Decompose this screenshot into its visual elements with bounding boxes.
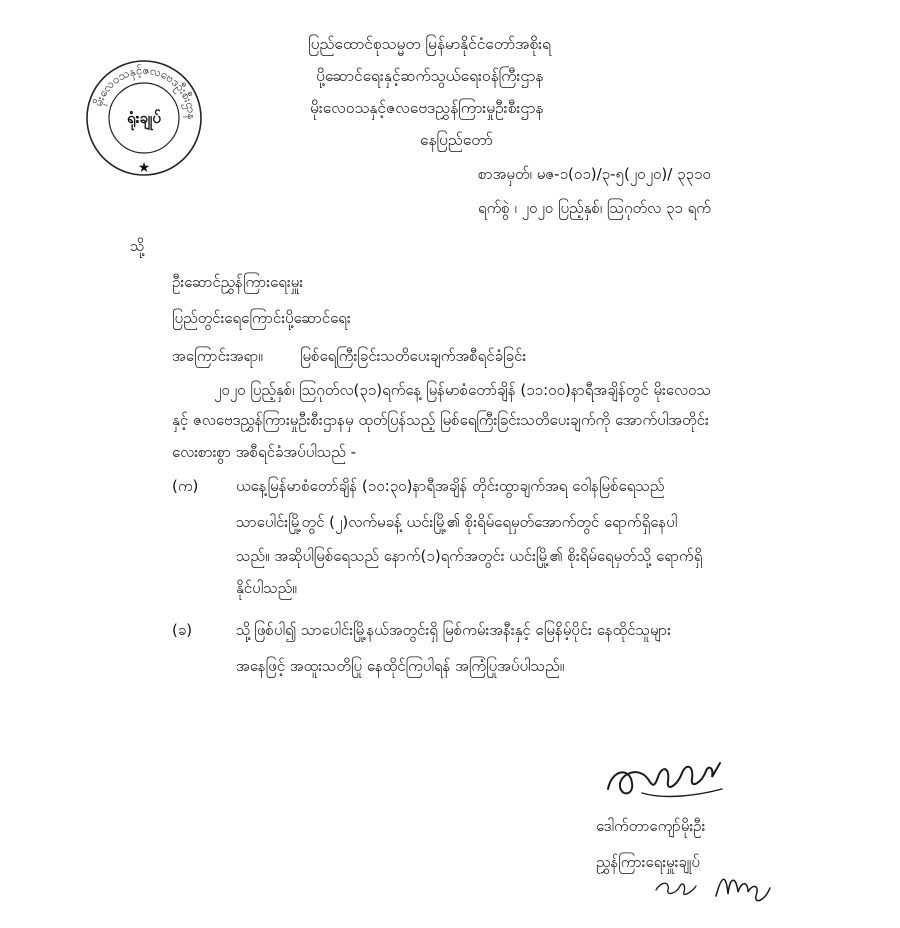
- recipient-to: သို့: [130, 237, 145, 255]
- subject-label: အကြောင်းအရာ။: [172, 347, 263, 365]
- official-seal: [84, 54, 204, 184]
- subject-text: မြစ်ရေကြီးခြင်းသတိပေးချက်အစီရင်ခံခြင်း: [300, 347, 527, 365]
- body-intro-line-3: လေးစားစွာ အစီရင်ခံအပ်ပါသည် -: [172, 443, 357, 461]
- reference-date: ရက်စွဲ ၊ ၂၀၂၀ ပြည့်နှစ်၊ ဩဂုတ်လ ၃၁ ရက်: [478, 199, 711, 217]
- item-1-marker: (က): [172, 477, 199, 495]
- item-2-line-1: သို့ဖြစ်ပါ၍ သာပေါင်းမြို့နယ်အတွင်းရှိ မြစ်ကမ်းအနီးနှင့် မြေနိမ့်ပိုင်း နေထိုင်သူများ: [236, 621, 671, 639]
- header-line-department: မိုးလေဝသနှင့်ဇလဗေဒညွှန်ကြားမှုဦးစီးဌာန: [310, 99, 544, 117]
- body-intro-line-1: ၂၀၂၀ ပြည့်နှစ်၊ ဩဂုတ်လ(၃၁)ရက်နေ့ မြန်မာစံတော်ချိန် (၁၁:၀၀)နာရီအချိန်တွင် မိုးလေဝသ: [214, 381, 711, 399]
- handwritten-initials: [652, 866, 782, 906]
- seal-star-icon: ★: [137, 160, 151, 176]
- reference-number: စာအမှတ်၊ မဇ-၁(၀၁)/၃-၅(၂၀၂၀)/ ၃၃၁၀: [478, 165, 711, 183]
- item-1-line-4: နိုင်ပါသည်။: [236, 579, 297, 597]
- header-line-city: နေပြည်တော်: [420, 131, 493, 149]
- signatory-name: ဒေါက်တာကျော်မိုးဦး: [596, 817, 706, 835]
- item-1-line-1: ယနေ့မြန်မာစံတော်ချိန် (၁၀:၃၀)နာရီအချိန် တိုင်းထွာချက်အရ ဝေါနမြစ်ရေသည်: [236, 477, 665, 495]
- header-line-government: ပြည်ထောင်စုသမ္မတ မြန်မာနိုင်ငံတော်အစိုးရ: [308, 35, 551, 53]
- item-2-marker: (ခ): [172, 621, 193, 639]
- seal-ring-text: မိုးလေဝသနှင့်ဇလဗေဒဦးစီးဌာန: [90, 62, 200, 120]
- body-intro-line-2: နှင့် ဇလဗေဒညွှန်ကြားမှုဦးစီးဌာနမှ ထုတ်ပြန်သည့် မြစ်ရေကြီးခြင်းသတိပေးချက်ကို အောက်ပါအတိုင်း: [172, 411, 709, 429]
- item-1-line-2: သာပေါင်းမြို့တွင် (၂)လက်မခန့် ယင်းမြို့၏ စိုးရိမ်ရေမှတ်အောက်တွင် ရောက်ရှိနေပါ: [236, 513, 678, 531]
- handwritten-signature: [602, 755, 732, 803]
- recipient-office: ပြည်တွင်းရေကြောင်းပို့ဆောင်ရေး: [172, 309, 351, 327]
- item-2-line-2: အနေဖြင့် အထူးသတိပြု နေထိုင်ကြပါရန် အကြံပြုအပ်ပါသည်။: [236, 657, 565, 675]
- seal-center-text: ရုံးချုပ်: [127, 109, 161, 127]
- header-line-ministry: ပို့ဆောင်ရေးနှင့်ဆက်သွယ်ရေးဝန်ကြီးဌာန: [316, 67, 544, 85]
- signatory-title: ညွှန်ကြားရေးမှူးချုပ်: [596, 853, 700, 871]
- item-1-line-3: သည်။ အဆိုပါမြစ်ရေသည် နောက်(၁)ရက်အတွင်း ယင်းမြို့၏ စိုးရိမ်ရေမှတ်သို့ ရောက်ရှိ: [236, 547, 703, 565]
- recipient-title: ဦးဆောင်ညွှန်ကြားရေးမှူး: [172, 273, 304, 291]
